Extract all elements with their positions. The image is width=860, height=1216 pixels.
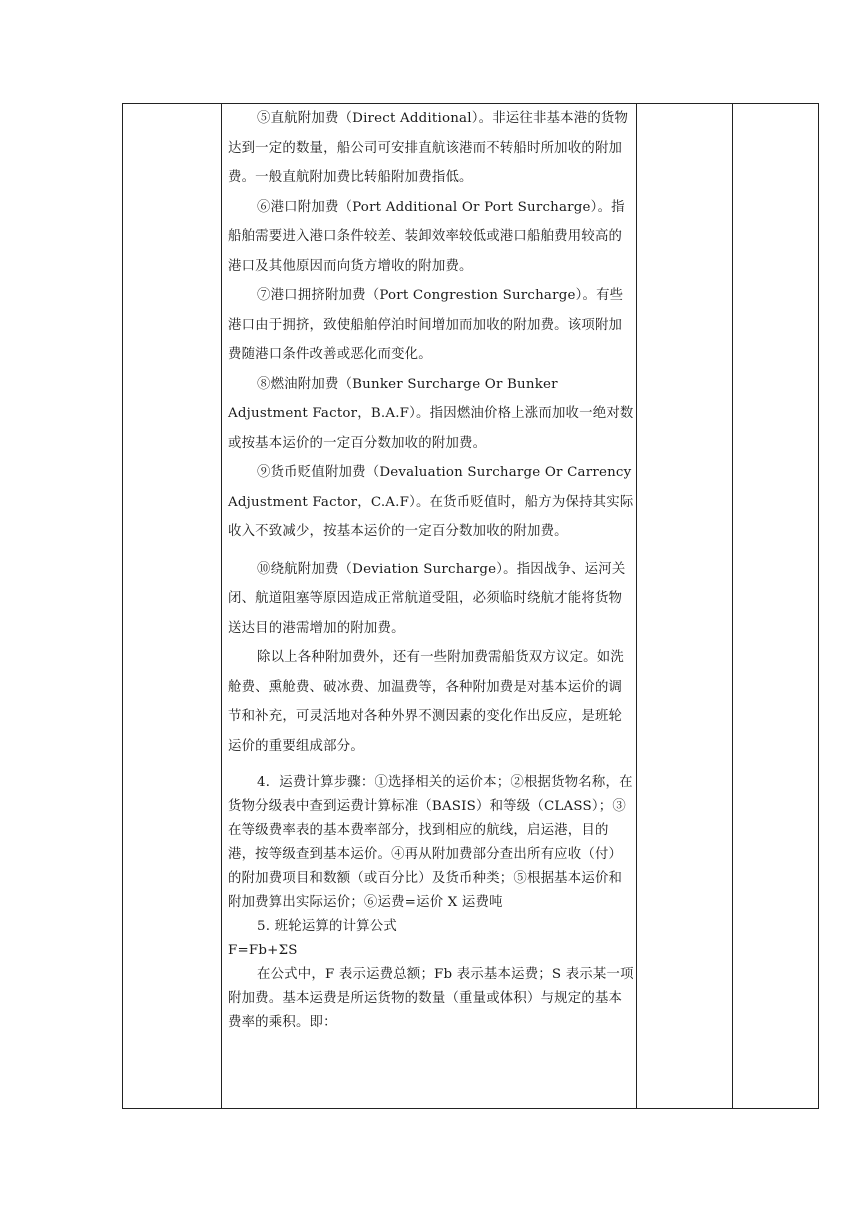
column-divider-3	[732, 104, 733, 1108]
paragraph-bunker-surcharge: ⑧燃油附加费（Bunker Surcharge Or Bunker Adjustment Factor，B.A.F）。指因燃油价格上涨而加收一绝对数或按基本运价的一定百分数加收的附加费。	[228, 376, 634, 451]
paragraph-devaluation-surcharge: ⑨货币贬值附加费（Devaluation Surcharge Or Carrency Adjustment Factor，C.A.F）。在货币贬值时，船方为保持其实际收入不致减少，按基本运价的一定百分数加收的附加费。	[228, 465, 634, 539]
paragraph-port-additional: ⑥港口附加费（Port Additional Or Port Surcharge）。指船舶需要进入港口条件较差、装卸效率较低或港口船舶费用较高的港口及其他原因而向货方增收的附加费。	[228, 199, 625, 274]
column-divider-1	[221, 104, 222, 1108]
paragraph-direct-additional: ⑤直航附加费（Direct Additional）。非运往非基本港的货物达到一定的数量，船公司可安排直航该港而不转船时所加收的附加费。一般直航附加费比转船附加费指低。	[228, 111, 629, 185]
column-divider-2	[636, 104, 637, 1108]
paragraph-formula: F=Fb+ΣS	[228, 943, 298, 958]
content-cell	[228, 104, 634, 1035]
paragraph-deviation-surcharge: ⑩绕航附加费（Deviation Surcharge）。指因战争、运河关闭、航道阻塞等原因造成正常航道受阻，必须临时绕航才能将货物送达目的港需增加的附加费。	[228, 561, 626, 636]
paragraph-calculation-steps: 4．运费计算步骤：①选择相关的运价本；②根据货物名称，在货物分级表中查到运费计算标准（BASIS）和等级（CLASS）；③在等级费率表的基本费率部分，找到相应的航线，启运港，目的港，按等级查到基本运价。④再从附加费部分查出所有应收（付）的附加费项目和数额（或百分比）及货币种类；⑤根据基本运价和附加费算出实际运价；⑥运费=运价 X 运费吨	[228, 775, 633, 910]
paragraph-formula-heading: 5. 班轮运算的计算公式	[257, 919, 397, 934]
paragraph-port-congestion: ⑦港口拥挤附加费（Port Congrestion Surcharge）。有些港口由于拥挤，致使船舶停泊时间增加而加收的附加费。该项附加费随港口条件改善或恶化而变化。	[228, 288, 624, 362]
paragraph-other-surcharges: 除以上各种附加费外，还有一些附加费需船货双方议定。如洗舱费、熏舱费、破冰费、加温费等，各种附加费是对基本运价的调节和补充，可灵活地对各种外界不测因素的变化作出反应，是班轮运价的重要组成部分。	[228, 650, 624, 754]
paragraph-formula-explanation: 在公式中，F 表示运费总额；Fb 表示基本运费；S 表示某一项附加费。基本运费是所运货物的数量（重量或体积）与规定的基本费率的乘积。即：	[228, 967, 634, 1030]
